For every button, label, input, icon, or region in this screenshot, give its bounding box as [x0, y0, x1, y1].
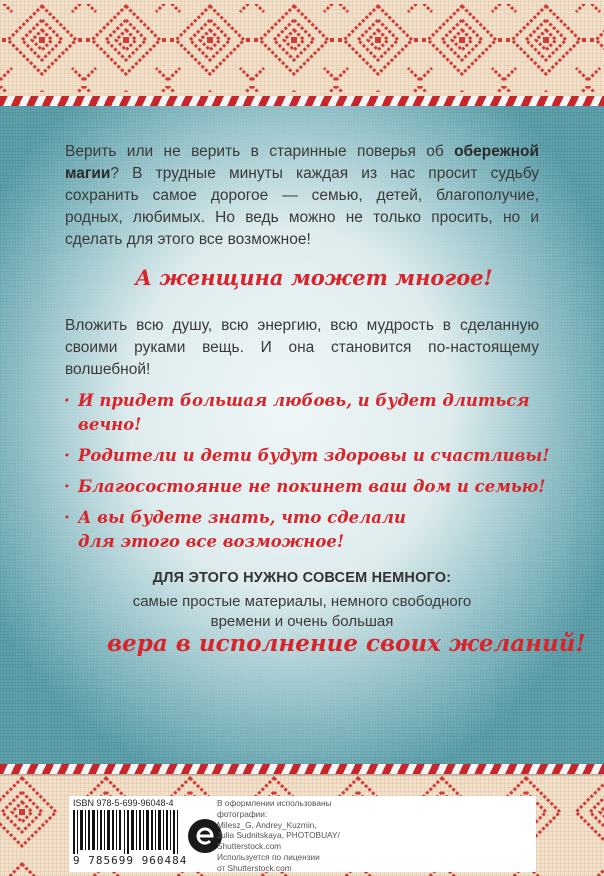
benefit-text: Благосостояние не покинет ваш дом и семью!	[78, 477, 546, 496]
credit-line: Shutterstock.com	[217, 841, 282, 852]
barcode-icon	[73, 810, 181, 854]
bullet-dot: ·	[64, 446, 70, 465]
bullet-dot: ·	[64, 508, 70, 527]
final-slogan: вера в исполнение своих желаний!	[107, 630, 586, 657]
benefits-list	[64, 389, 574, 561]
intro-bold-phrase: обережной магии	[65, 143, 539, 182]
benefit-item	[64, 506, 418, 554]
tagline: А женщина может многое!	[135, 265, 493, 290]
barcode-number: 9 785699 960484	[73, 854, 188, 867]
embroidery-pattern-top	[0, 0, 604, 106]
benefit-text: И придет большая любовь, и будет длиться вечно!	[78, 391, 530, 434]
need-line-1: самые простые материалы, немного свободного	[132, 593, 472, 610]
benefit-item	[64, 475, 574, 499]
red-white-cord-bottom	[0, 764, 604, 774]
credit-line: Используется по лицензии	[217, 851, 320, 862]
red-white-cord-top	[0, 96, 604, 106]
second-paragraph: Вложить всю душу, всю энергию, всю мудрость в сделанную своими руками вещь. И она становится по-настоящему волшебной!	[65, 317, 539, 378]
benefit-item	[64, 444, 574, 468]
benefit-text: Родители и дети будут здоровы и счастливы!	[78, 446, 550, 465]
need-heading: ДЛЯ ЭТОГО НУЖНО СОВСЕМ НЕМНОГО:	[152, 570, 452, 586]
bullet-dot: ·	[64, 391, 70, 410]
benefit-item	[64, 389, 574, 437]
credit-line: Milesz_G, Andrey_Kuzmin,	[217, 819, 317, 830]
credit-line: В оформлении использованы	[217, 798, 332, 808]
credit-line: Julia Sudnitskaya, PHOTOBUAY/	[217, 830, 340, 841]
intro-paragraph	[65, 141, 539, 251]
bullet-dot: ·	[64, 477, 70, 496]
need-line-2: времени и очень большая	[210, 613, 394, 630]
photo-credits	[217, 798, 347, 874]
intro-text-end: ? В трудные минуты каждая из нас просит судьбу сохранить самое дорогое — семью, детей, благополучие, родных, любимых. Но ведь можно не только просить, но и сделать для этого все возможное!	[65, 165, 539, 248]
benefit-text: А вы будете знать, что сделали для этого все возможное!	[78, 508, 406, 551]
isbn-label	[69, 796, 536, 872]
top-embroidery-band	[0, 0, 604, 106]
credit-line: фотографии:	[217, 808, 268, 819]
isbn-text: ISBN 978-5-699-96048-4	[73, 798, 174, 808]
intro-text-start: Верить или не верить в старинные поверья об	[65, 143, 455, 160]
credit-line: от Shutterstock.com	[217, 862, 292, 873]
